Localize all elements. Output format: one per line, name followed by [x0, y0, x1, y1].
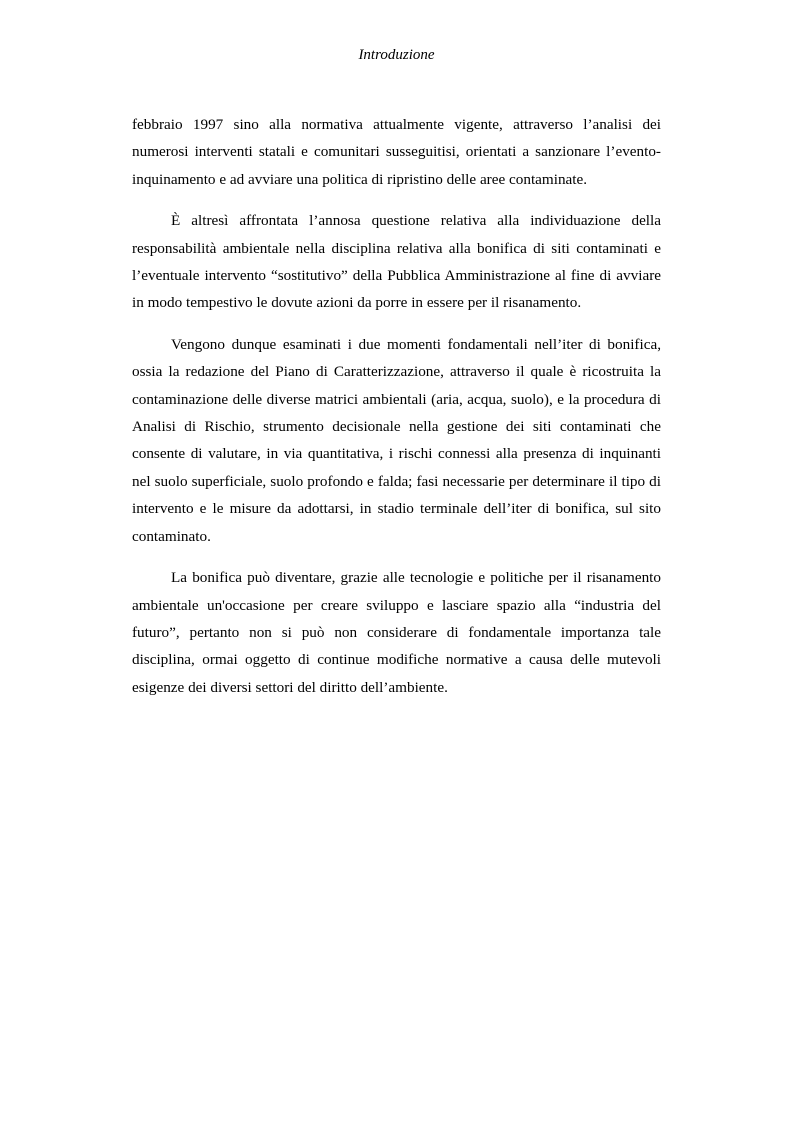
- paragraph-continuation: febbraio 1997 sino alla normativa attualmente vigente, attraverso l’analisi dei numerosi interventi statali e comunitari susseguitisi, orientati a sanzionare l’evento-inquinamento e ad avviare una politica di ripristino delle aree contaminate.: [132, 116, 661, 188]
- paragraph-responsibility: È altresì affrontata l’annosa questione relativa alla individuazione della responsabilità ambientale nella disciplina relativa alla bonifica di siti contaminati e l’eventuale intervento “sostitutivo” della Pubblica Amministrazione al fine di avviare in modo tempestivo le dovute azioni da porre in essere per il risanamento.: [132, 212, 661, 312]
- paragraph-remediation-phases: Vengono dunque esaminati i due momenti fondamentali nell’iter di bonifica, ossia la redazione del Piano di Caratterizzazione, attraverso il quale è ricostruita la contaminazione delle diverse matrici ambientali (aria, acqua, suolo), e la procedura di Analisi di Rischio, strumento decisionale nella gestione dei siti contaminati che consente di valutare, in via quantitativa, i rischi connessi alla presenza di inquinanti nel suolo superficiale, suolo profondo e falda; fasi necessarie per determinare il tipo di intervento e le misure da adottarsi, in stadio terminale dell’iter di bonifica, sul sito contaminato.: [132, 335, 661, 545]
- body-text: [132, 111, 661, 715]
- paragraph-future-industry: La bonifica può diventare, grazie alle tecnologie e politiche per il risanamento ambientale un'occasione per creare sviluppo e lasciare spazio alla “industria del futuro”, pertanto non si può non considerare di fondamentale importanza tale disciplina, ormai oggetto di continue modifiche normative a causa delle mutevoli esigenze dei diversi settori del diritto dell’ambiente.: [132, 569, 661, 696]
- running-header: Introduzione: [358, 47, 435, 63]
